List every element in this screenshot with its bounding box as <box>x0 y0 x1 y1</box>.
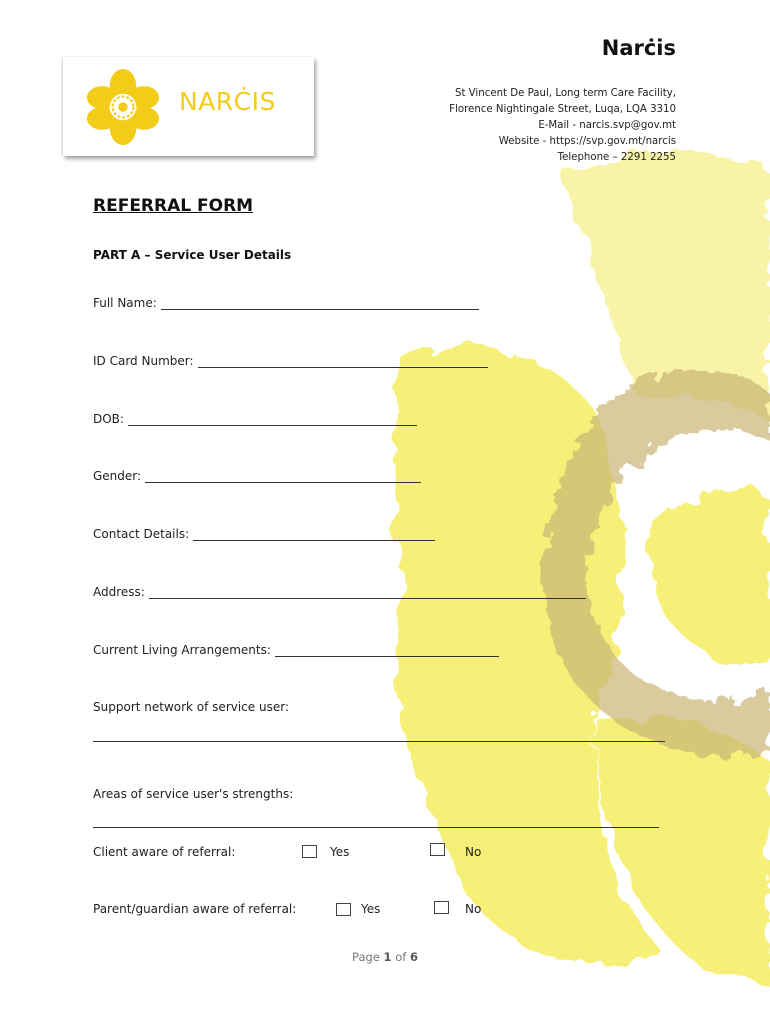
full-name-label: Full Name: <box>93 296 157 310</box>
dob-field <box>93 412 417 426</box>
gender-field <box>93 469 421 483</box>
parent-aware-no-checkbox[interactable] <box>434 901 449 914</box>
page-number-footer <box>0 950 770 964</box>
client-aware-yes-checkbox[interactable] <box>302 845 317 858</box>
form-title: REFERRAL FORM <box>93 196 254 216</box>
organization-name: Narċis <box>601 36 676 60</box>
address-blank[interactable] <box>149 586 586 599</box>
living-arrangements-label: Current Living Arrangements: <box>93 643 271 657</box>
page-of: of <box>395 950 407 964</box>
address-line-2: Florence Nightingale Street, Luqa, LQA 3310 <box>449 104 676 115</box>
living-arrangements-blank[interactable] <box>275 644 499 657</box>
gender-label: Gender: <box>93 469 142 483</box>
client-aware-label: Client aware of referral: <box>93 845 236 859</box>
telephone-line: Telephone – 2291 2255 <box>557 152 676 163</box>
address-label: Address: <box>93 585 145 599</box>
logo-wordmark: NARĊIS <box>179 87 276 116</box>
page-current: 1 <box>383 950 392 964</box>
logo-card <box>63 57 314 156</box>
strengths-blank[interactable] <box>93 827 659 828</box>
living-arrangements-field <box>93 643 499 657</box>
contact-details-blank[interactable] <box>193 528 435 541</box>
full-name-field <box>93 296 479 310</box>
email-line: E-Mail - narcis.svp@gov.mt <box>538 120 676 131</box>
parent-aware-label: Parent/guardian aware of referral: <box>93 902 297 916</box>
support-network-blank[interactable] <box>93 741 665 742</box>
id-card-label: ID Card Number: <box>93 354 194 368</box>
parent-aware-no-label: No <box>465 902 482 916</box>
client-aware-yes-label: Yes <box>330 845 350 859</box>
section-heading-part-a: PART A – Service User Details <box>93 248 292 262</box>
parent-aware-yes-checkbox[interactable] <box>336 903 351 916</box>
id-card-field <box>93 354 488 368</box>
contact-details-label: Contact Details: <box>93 527 190 541</box>
page-total: 6 <box>409 950 418 964</box>
strengths-label: Areas of service user's strengths: <box>93 787 294 801</box>
dob-blank[interactable] <box>128 413 417 426</box>
id-card-blank[interactable] <box>198 355 488 368</box>
contact-details-field <box>93 527 435 541</box>
parent-aware-yes-label: Yes <box>361 902 381 916</box>
address-line-1: St Vincent De Paul, Long term Care Facility, <box>454 88 676 99</box>
contact-address-block <box>449 86 676 166</box>
support-network-label: Support network of service user: <box>93 700 289 714</box>
gender-blank[interactable] <box>145 470 421 483</box>
client-aware-no-label: No <box>465 845 482 859</box>
full-name-blank[interactable] <box>161 297 479 310</box>
client-aware-no-checkbox[interactable] <box>430 843 445 856</box>
website-line: Website - https://svp.gov.mt/narcis <box>498 136 676 147</box>
dob-label: DOB: <box>93 412 124 426</box>
page-prefix: Page <box>352 950 380 964</box>
daffodil-logo-icon <box>85 67 161 147</box>
address-field <box>93 585 586 599</box>
